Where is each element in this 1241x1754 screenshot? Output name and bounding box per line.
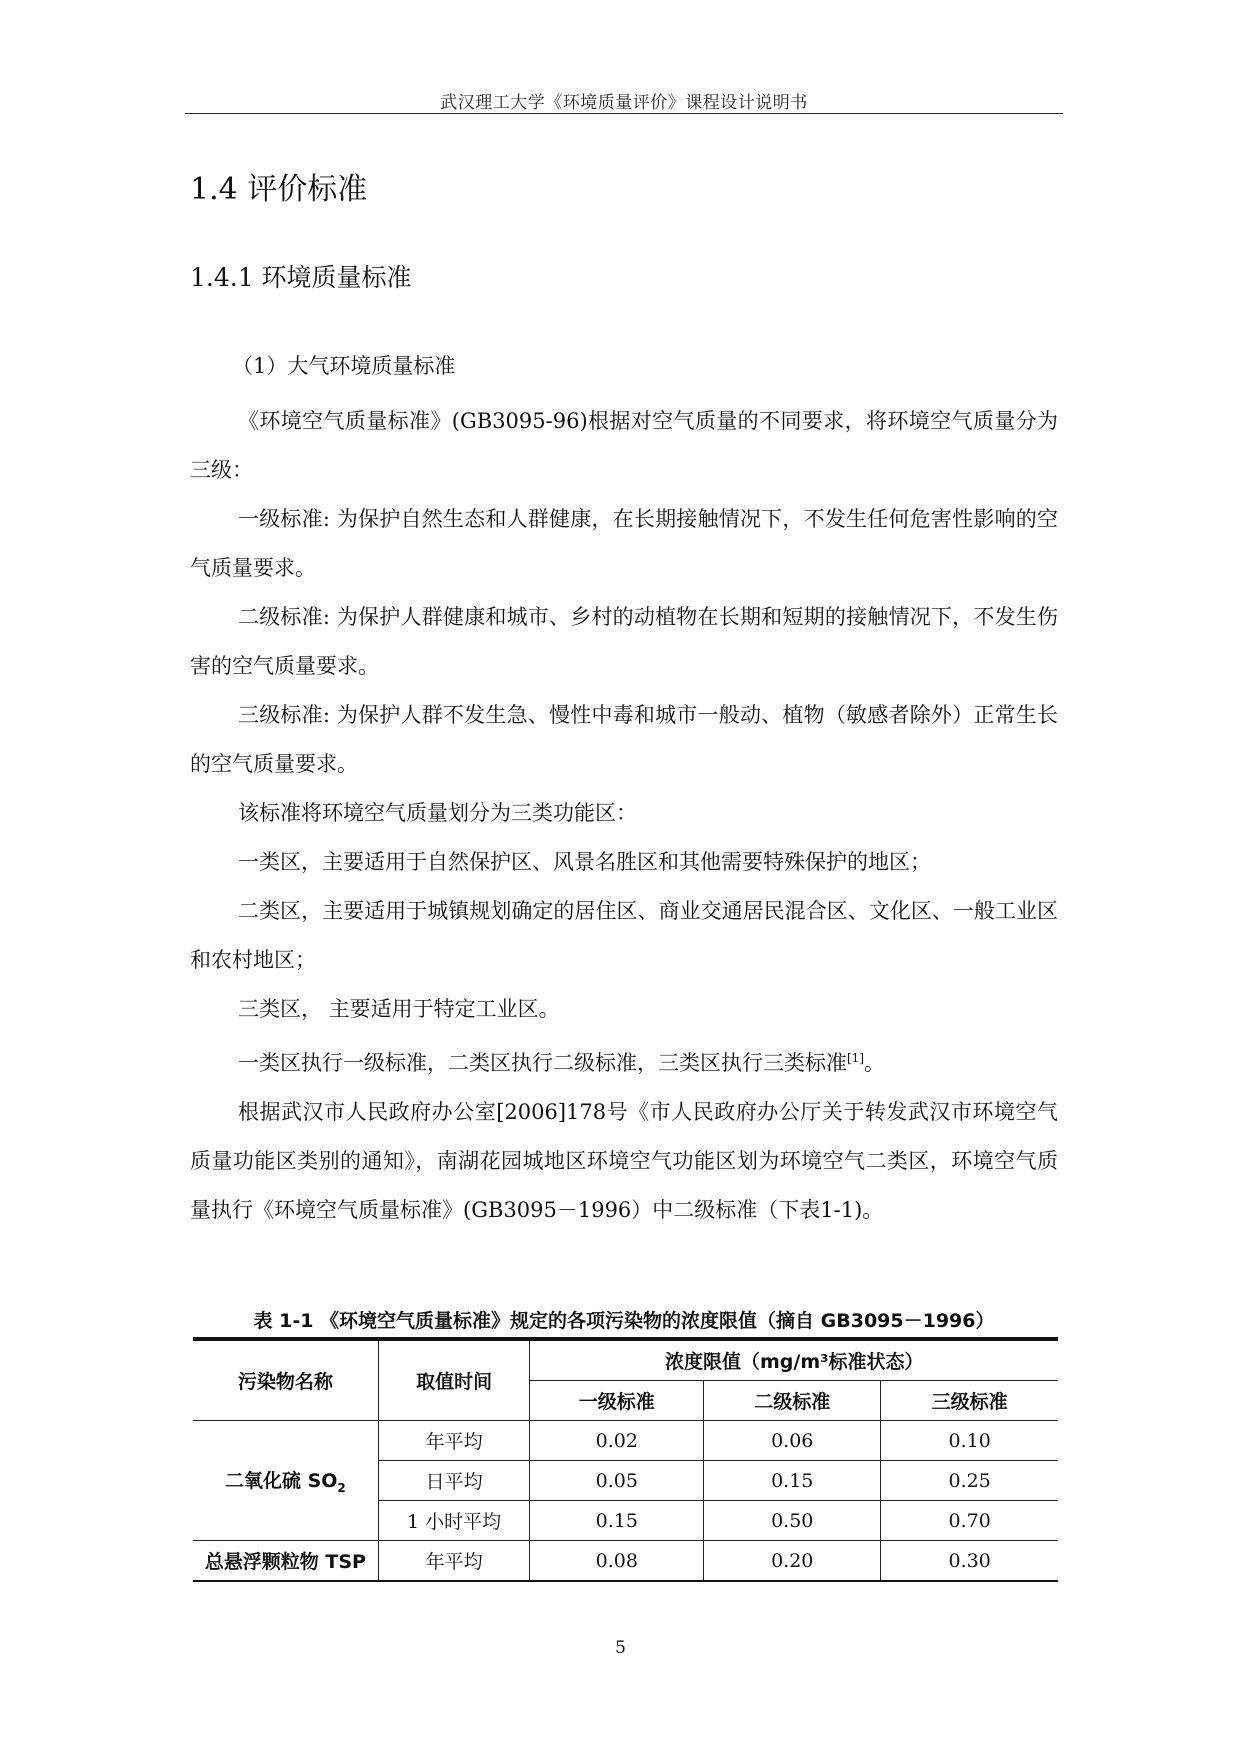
so2-name-cell bbox=[193, 1421, 378, 1541]
table-row bbox=[193, 1541, 1058, 1582]
table-cell-level1: 0.08 bbox=[530, 1541, 704, 1582]
paragraph-level3: 三级标准: 为保护人群不发生急、慢性中毒和城市一般动、植物（敏感者除外）正常生长的空气质量要求。 bbox=[190, 703, 1058, 776]
paragraph-zones-intro: 该标准将环境空气质量划分为三类功能区： bbox=[238, 801, 637, 825]
header-rule bbox=[185, 113, 1063, 114]
table-cell-level1: 0.05 bbox=[530, 1461, 704, 1501]
citation-ref[interactable]: [1] bbox=[847, 1051, 864, 1065]
paragraph-wuhan: 根据武汉市人民政府办公室[2006]178号《市人民政府办公厅关于转发武汉市环境空气质量功能区类别的通知》，南湖花园城地区环境空气功能区划为环境空气二类区，环境空气质量执行《环境空气质量标准》(GB3095－1996）中二级标准（下表1-1)。 bbox=[190, 1100, 1058, 1222]
table-cell-level1: 0.15 bbox=[530, 1501, 704, 1541]
header-time: 取值时间 bbox=[378, 1339, 530, 1421]
tsp-name: 总悬浮颗粒物 TSP bbox=[193, 1541, 378, 1582]
table-cell-level2: 0.50 bbox=[704, 1501, 881, 1541]
header-level3: 三级标准 bbox=[881, 1381, 1058, 1421]
paragraph-intro: 《环境空气质量标准》(GB3095-96)根据对空气质量的不同要求，将环境空气质量分为三级： bbox=[190, 409, 1058, 482]
table-cell-level2: 0.15 bbox=[704, 1461, 881, 1501]
table-cell-time: 年平均 bbox=[378, 1541, 530, 1582]
header-level1: 一级标准 bbox=[530, 1381, 704, 1421]
subsection-heading: 1.4.1 环境质量标准 bbox=[190, 263, 412, 292]
paragraph-zone3: 三类区， 主要适用于特定工业区。 bbox=[238, 997, 560, 1021]
table-cell-level3: 0.10 bbox=[881, 1421, 1058, 1461]
paragraph-level1: 一级标准: 为保护自然生态和人群健康，在长期接触情况下，不发生任何危害性影响的空气质量要求。 bbox=[190, 507, 1058, 580]
table-cell-level3: 0.30 bbox=[881, 1541, 1058, 1582]
section-heading: 1.4 评价标准 bbox=[190, 172, 368, 207]
table-cell-time: 年平均 bbox=[378, 1421, 530, 1461]
so2-name: 二氧化硫 SO bbox=[224, 1470, 338, 1493]
so2-subscript: 2 bbox=[337, 1480, 346, 1495]
table-cell-time: 1 小时平均 bbox=[378, 1501, 530, 1541]
header-limit: 浓度限值（mg/m³标准状态） bbox=[530, 1339, 1058, 1381]
paragraph-level2: 二级标准: 为保护人群健康和城市、乡村的动植物在长期和短期的接触情况下，不发生伤害的空气质量要求。 bbox=[190, 605, 1058, 678]
table-caption: 表 1-1 《环境空气质量标准》规定的各项污染物的浓度限值（摘自 GB3095－1996） bbox=[253, 1310, 995, 1332]
table-cell-level2: 0.06 bbox=[704, 1421, 881, 1461]
header-level2: 二级标准 bbox=[704, 1381, 881, 1421]
table-cell-level1: 0.02 bbox=[530, 1421, 704, 1461]
table-cell-level2: 0.20 bbox=[704, 1541, 881, 1582]
table-cell-level3: 0.70 bbox=[881, 1501, 1058, 1541]
execution-end: 。 bbox=[864, 1051, 885, 1075]
page-number: 5 bbox=[615, 1638, 626, 1658]
pollutant-limits-table bbox=[193, 1337, 1058, 1582]
table-cell-level3: 0.25 bbox=[881, 1461, 1058, 1501]
table-row bbox=[193, 1421, 1058, 1461]
table-cell-time: 日平均 bbox=[378, 1461, 530, 1501]
body-text bbox=[190, 342, 1058, 1235]
paragraph-execution bbox=[190, 1034, 1058, 1088]
paragraph-zone1: 一类区，主要适用于自然保护区、风景名胜区和其他需要特殊保护的地区； bbox=[238, 850, 931, 874]
paragraph-zone2: 二类区，主要适用于城镇规划确定的居住区、商业交通居民混合区、文化区、一般工业区和农村地区； bbox=[190, 899, 1058, 972]
header-pollutant: 污染物名称 bbox=[193, 1339, 378, 1421]
item-title: （1）大气环境质量标准 bbox=[232, 354, 456, 378]
running-header: 武汉理工大学《环境质量评价》课程设计说明书 bbox=[440, 93, 808, 113]
execution-text: 一类区执行一级标准，二类区执行二级标准，三类区执行三类标准 bbox=[238, 1051, 847, 1075]
